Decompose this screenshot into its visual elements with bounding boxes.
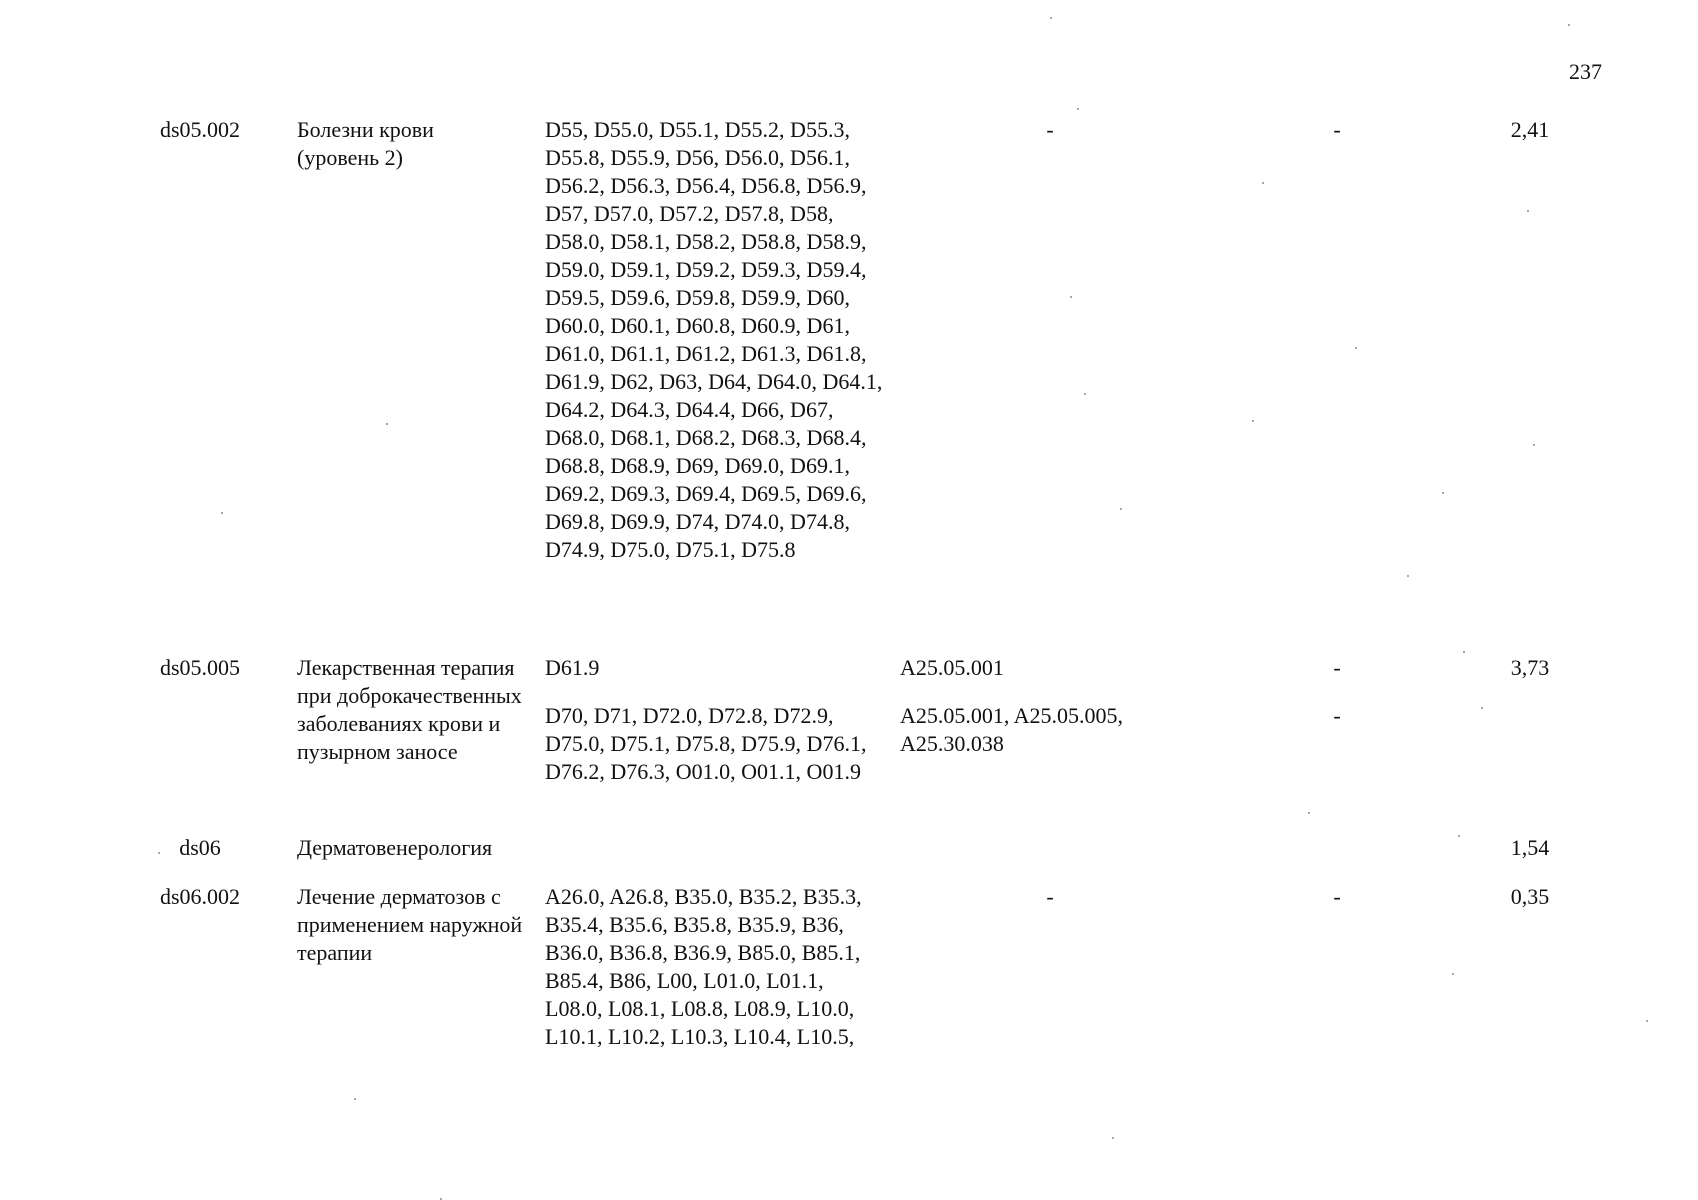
- row-code: ds06: [179, 835, 221, 860]
- page-number: 237: [1569, 59, 1602, 84]
- row-service-codes: A25.05.001: [900, 655, 1004, 680]
- row-name: Лекарственная терапия при доброкачественных заболеваниях крови и пузырном заносе: [297, 655, 522, 764]
- row-service-codes: A25.05.001, A25.05.005, A25.30.038: [900, 703, 1124, 756]
- table-row: [0, 654, 1698, 814]
- row-name: Дерматовенерология: [297, 835, 493, 860]
- row-coefficient: 0,35: [1510, 884, 1550, 909]
- row-name: Лечение дерматозов с применением наружной терапии: [297, 884, 523, 965]
- row-icd-codes: A26.0, A26.8, B35.0, B35.2, B35.3, B35.4, B35.6, B35.8, B35.9, B36, B36.0, B36.8, B36.9, B85.0, B85.1, B85.4, B86, L00, L01.0, L01.1, L08.0, L08.1, L08.8, L08.9, L10.0, L10.1, L10.2, L10.3, L10.4, L10.5,: [545, 884, 862, 1049]
- row-other-criteria: -: [1333, 884, 1341, 909]
- row-other-criteria: -: [1333, 117, 1341, 142]
- row-icd-codes: D61.9: [545, 655, 600, 680]
- row-code: ds06.002: [160, 884, 241, 909]
- row-other-criteria: -: [1333, 655, 1341, 680]
- table-row: [0, 883, 1698, 1083]
- row-coefficient: 3,73: [1510, 655, 1550, 680]
- row-other-criteria: -: [1333, 703, 1341, 728]
- row-coefficient: 2,41: [1510, 117, 1550, 142]
- row-icd-codes: D70, D71, D72.0, D72.8, D72.9, D75.0, D75.1, D75.8, D75.9, D76.1, D76.2, D76.3, O01.0, O01.1, O01.9: [545, 703, 867, 784]
- row-service-codes: -: [1046, 884, 1054, 909]
- row-service-codes: -: [1046, 117, 1054, 142]
- row-icd-codes: D55, D55.0, D55.1, D55.2, D55.3, D55.8, D55.9, D56, D56.0, D56.1, D56.2, D56.3, D56.4, D56.8, D56.9, D57, D57.0, D57.2, D57.8, D58, D58.0, D58.1, D58.2, D58.8, D58.9, D59.0, D59.1, D59.2, D59.3, D59.4, D59.5, D59.6, D59.8, D59.9, D60, D60.0, D60.1, D60.8, D60.9, D61, D61.0, D61.1, D61.2, D61.3, D61.8, D61.9, D62, D63, D64, D64.0, D64.1, D64.2, D64.3, D64.4, D66, D67, D68.0, D68.1, D68.2, D68.3, D68.4, D68.8, D68.9, D69, D69.0, D69.1, D69.2, D69.3, D69.4, D69.5, D69.6, D69.8, D69.9, D74, D74.0, D74.8, D74.9, D75.0, D75.1, D75.8: [545, 117, 883, 562]
- table-row: [0, 834, 1698, 864]
- row-code: ds05.005: [160, 655, 241, 680]
- row-name: Болезни крови (уровень 2): [297, 117, 434, 170]
- table-row: [0, 116, 1698, 636]
- row-code: ds05.002: [160, 117, 241, 142]
- row-coefficient: 1,54: [1510, 835, 1550, 860]
